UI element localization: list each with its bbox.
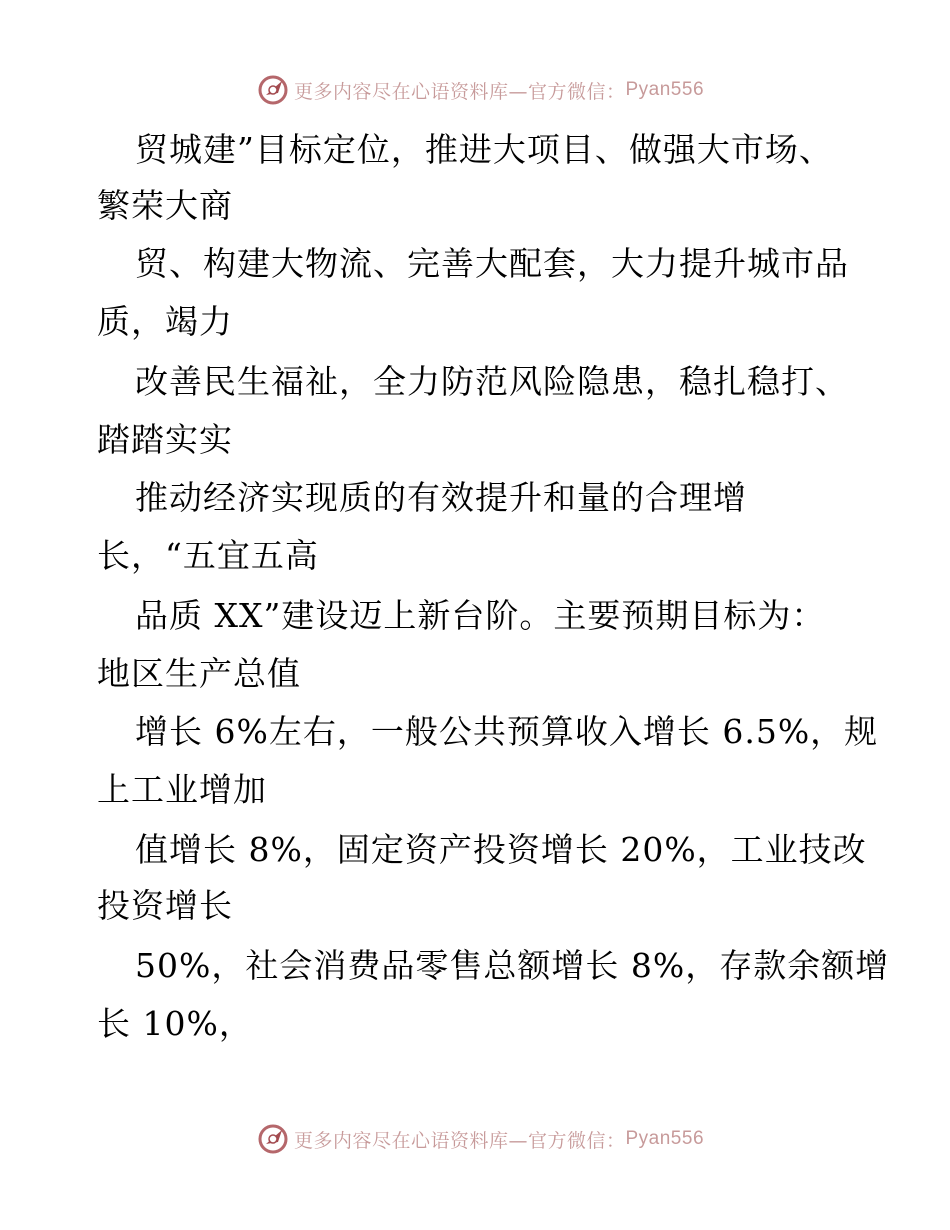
logo-icon	[256, 73, 290, 107]
paragraph-line: 踏踏实实	[97, 420, 233, 459]
paragraph-line: 投资增长	[97, 886, 233, 925]
watermark-text: 更多内容尽在心语资料库—官方微信：	[293, 80, 626, 103]
footer-watermark	[0, 1119, 950, 1159]
paragraph-line: 繁荣大商	[97, 186, 233, 225]
paragraph-line: 值增长 8%，固定资产投资增长 20%，工业技改	[135, 830, 867, 869]
paragraph-line: 地区生产总值	[97, 654, 301, 693]
paragraph-line: 贸、构建大物流、完善大配套，大力提升城市品	[135, 244, 849, 283]
paragraph-line: 50%，社会消费品零售总额增长 8%，存款余额增	[135, 946, 890, 985]
watermark-text: 更多内容尽在心语资料库—官方微信：	[293, 1129, 626, 1152]
paragraph-line: 增长 6%左右，一般公共预算收入增长 6.5%，规	[135, 712, 879, 751]
watermark-wechat-id: Pyan556	[625, 1128, 705, 1149]
paragraph-line: 品质 XX”建设迈上新台阶。主要预期目标为：	[135, 596, 826, 635]
paragraph-line: 长 10%，	[97, 1004, 253, 1043]
header-watermark	[0, 70, 950, 110]
paragraph-line: 长，“五宜五高	[97, 536, 319, 575]
paragraph-line: 贸城建”目标定位，推进大项目、做强大市场、	[135, 130, 833, 169]
paragraph-line: 质，竭力	[97, 302, 233, 341]
paragraph-line: 改善民生福祉，全力防范风险隐患，稳扎稳打、	[135, 362, 849, 401]
logo-icon	[256, 1122, 290, 1156]
watermark-wechat-id: Pyan556	[625, 79, 705, 100]
paragraph-line: 上工业增加	[97, 770, 267, 809]
paragraph-line: 推动经济实现质的有效提升和量的合理增	[135, 478, 747, 517]
